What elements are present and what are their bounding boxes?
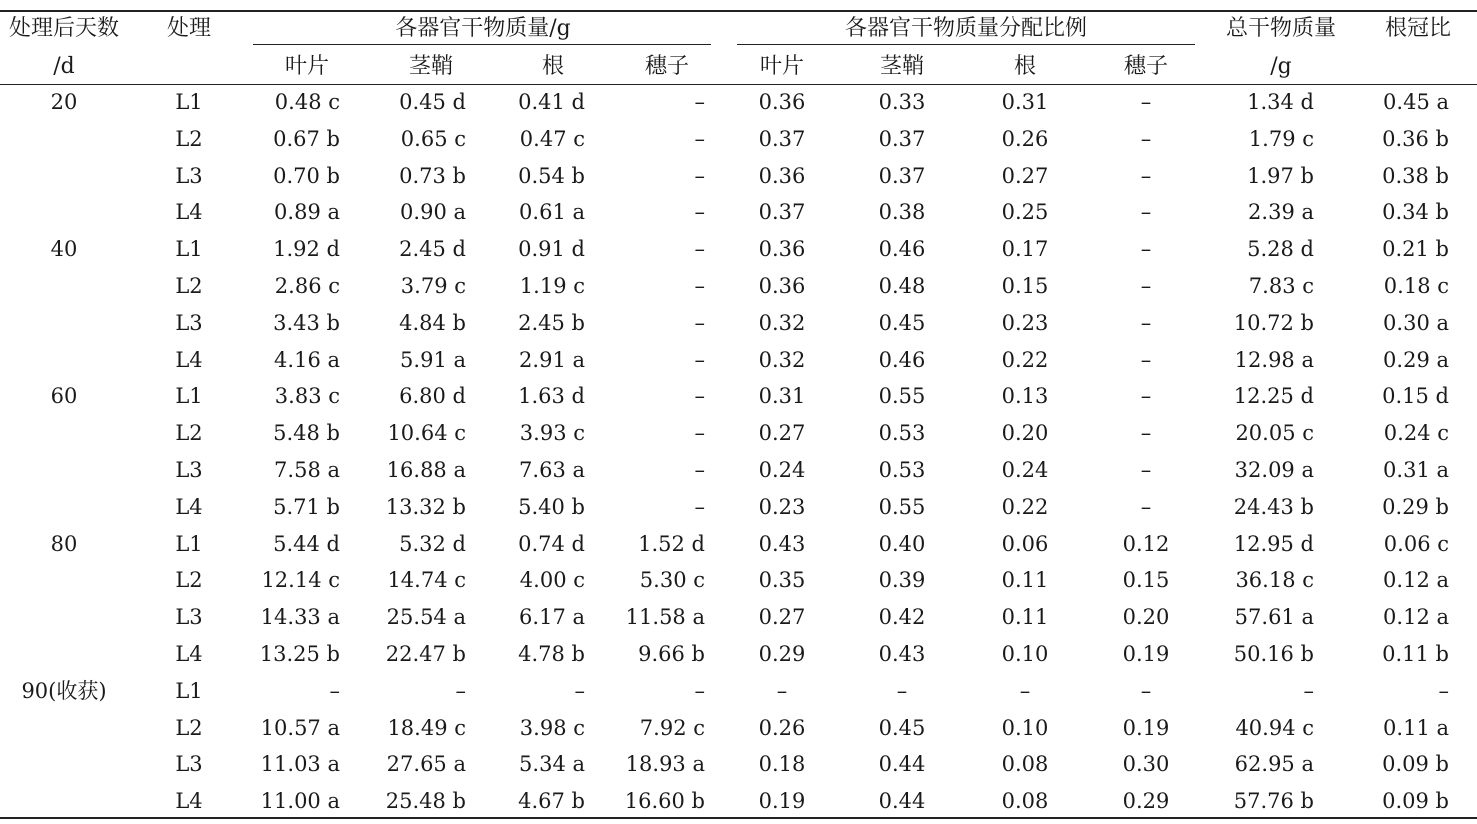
cell-treatment: L3	[175, 752, 203, 777]
cell-mass-leaf: 4.16 a	[274, 347, 340, 372]
cell-mass-stem: 2.45 d	[399, 237, 466, 262]
header-ratio-root: 根	[1013, 54, 1037, 79]
cell-root-shoot-ratio: 0.15 d	[1382, 384, 1449, 409]
cell-mass-stem: 0.90 a	[400, 200, 466, 225]
cell-total-mass: 5.28 d	[1247, 237, 1314, 262]
cell-ratio-panicle: –	[1140, 678, 1152, 703]
cell-ratio-stem: –	[896, 678, 908, 703]
cell-mass-panicle: –	[694, 90, 705, 114]
cell-mass-stem: 18.49 c	[387, 715, 466, 740]
cell-root-shoot-ratio: –	[1438, 678, 1449, 703]
cell-ratio-root: 0.22	[1001, 347, 1049, 372]
cell-mass-stem: 16.88 a	[386, 458, 466, 482]
cell-root-shoot-ratio: 0.12 a	[1383, 568, 1449, 593]
header-group-ratio: 各器官干物质量分配比例	[844, 16, 1088, 41]
cell-total-mass: 57.76 b	[1233, 789, 1314, 814]
cell-treatment: L2	[175, 274, 203, 298]
cell-total-mass: 10.72 b	[1233, 310, 1314, 335]
cell-mass-leaf: 3.43 b	[273, 310, 340, 335]
cell-ratio-stem: 0.44	[878, 789, 926, 814]
cell-mass-leaf: 5.44 d	[273, 531, 340, 556]
cell-mass-panicle: 1.52 d	[638, 531, 705, 556]
cell-ratio-leaf: 0.35	[758, 568, 806, 593]
cell-mass-panicle: –	[694, 274, 705, 298]
cell-mass-panicle: –	[694, 237, 705, 262]
cell-treatment: L4	[175, 347, 203, 372]
cell-root-shoot-ratio: 0.12 a	[1383, 605, 1449, 630]
cell-mass-panicle: –	[694, 678, 705, 703]
cell-ratio-panicle: 0.19	[1122, 642, 1170, 666]
cell-mass-root: 0.54 b	[518, 163, 585, 188]
cell-ratio-panicle: –	[1140, 384, 1152, 409]
cell-ratio-root: 0.13	[1001, 384, 1049, 409]
header-bottom-rule	[0, 84, 1477, 85]
cell-total-mass: 36.18 c	[1235, 568, 1314, 593]
cell-ratio-stem: 0.42	[878, 605, 926, 630]
cell-ratio-leaf: 0.26	[758, 715, 806, 740]
cell-ratio-root: 0.10	[1001, 715, 1049, 740]
cell-ratio-panicle: 0.19	[1122, 715, 1170, 740]
cell-root-shoot-ratio: 0.30 a	[1383, 310, 1449, 335]
cell-ratio-stem: 0.38	[878, 200, 926, 225]
header-total-unit: /g	[1270, 54, 1292, 79]
cell-ratio-panicle: –	[1140, 163, 1152, 188]
cell-ratio-stem: 0.43	[878, 642, 926, 666]
header-mass-leaf: 叶片	[284, 54, 330, 79]
cell-ratio-leaf: 0.36	[758, 237, 806, 262]
cell-root-shoot-ratio: 0.29 a	[1383, 347, 1449, 372]
cell-ratio-panicle: 0.20	[1122, 605, 1170, 630]
cell-mass-panicle: –	[694, 200, 705, 225]
table-top-rule	[0, 10, 1477, 12]
cell-ratio-root: 0.31	[1001, 90, 1049, 114]
cell-treatment: L1	[175, 237, 203, 262]
cell-total-mass: 12.95 d	[1233, 531, 1314, 556]
cell-ratio-root: 0.24	[1001, 458, 1049, 482]
header-mass-panicle: 穗子	[644, 54, 690, 79]
cell-mass-root: 7.63 a	[519, 458, 585, 482]
cell-days: 40	[50, 237, 78, 262]
cell-mass-leaf: 0.70 b	[273, 163, 340, 188]
cell-ratio-panicle: –	[1140, 237, 1152, 262]
cell-mass-root: –	[574, 678, 585, 703]
cell-ratio-root: 0.08	[1001, 752, 1049, 777]
cell-total-mass: 20.05 c	[1235, 421, 1314, 446]
cell-mass-stem: 0.65 c	[400, 126, 466, 151]
cell-ratio-root: 0.20	[1001, 421, 1049, 446]
cell-total-mass: 12.98 a	[1234, 347, 1314, 372]
cell-ratio-root: 0.17	[1001, 237, 1049, 262]
cell-total-mass: –	[1303, 678, 1314, 703]
cell-mass-leaf: 5.71 b	[273, 494, 340, 519]
cell-ratio-panicle: –	[1140, 200, 1152, 225]
cell-mass-stem: 25.48 b	[385, 789, 466, 814]
cell-root-shoot-ratio: 0.09 b	[1382, 789, 1449, 814]
cell-treatment: L1	[175, 90, 203, 114]
cell-total-mass: 12.25 d	[1233, 384, 1314, 409]
cell-root-shoot-ratio: 0.45 a	[1383, 90, 1449, 114]
header-days: 处理后天数	[8, 16, 120, 41]
cell-total-mass: 2.39 a	[1248, 200, 1314, 225]
cell-mass-root: 2.91 a	[519, 347, 585, 372]
cell-total-mass: 32.09 a	[1234, 458, 1314, 482]
cell-ratio-panicle: –	[1140, 274, 1152, 298]
cell-mass-root: 0.61 a	[519, 200, 585, 225]
cell-mass-panicle: –	[694, 494, 705, 519]
cell-ratio-stem: 0.55	[878, 384, 926, 409]
cell-total-mass: 40.94 c	[1235, 715, 1314, 740]
cell-ratio-root: 0.22	[1001, 494, 1049, 519]
cell-mass-panicle: –	[694, 458, 705, 482]
cell-root-shoot-ratio: 0.18 c	[1383, 274, 1449, 298]
cell-root-shoot-ratio: 0.29 b	[1382, 494, 1449, 519]
cell-mass-leaf: –	[329, 678, 340, 703]
cell-mass-panicle: 9.66 b	[638, 642, 705, 666]
cell-treatment: L2	[175, 126, 203, 151]
cell-ratio-stem: 0.45	[878, 715, 926, 740]
cell-root-shoot-ratio: 0.06 c	[1383, 531, 1449, 556]
cell-treatment: L4	[175, 200, 203, 225]
cell-treatment: L1	[175, 384, 203, 409]
cell-mass-stem: 5.32 d	[399, 531, 466, 556]
cell-ratio-panicle: –	[1140, 347, 1152, 372]
cell-ratio-root: 0.23	[1001, 310, 1049, 335]
cell-ratio-panicle: –	[1140, 421, 1152, 446]
cell-mass-leaf: 0.67 b	[273, 126, 340, 151]
cell-ratio-root: 0.25	[1001, 200, 1049, 225]
cell-ratio-leaf: 0.19	[758, 789, 806, 814]
cell-ratio-panicle: 0.29	[1122, 789, 1170, 814]
cell-total-mass: 7.83 c	[1248, 274, 1314, 298]
cell-mass-leaf: 11.00 a	[260, 789, 340, 814]
cell-ratio-stem: 0.46	[878, 237, 926, 262]
cell-ratio-leaf: 0.32	[758, 310, 806, 335]
cell-mass-leaf: 13.25 b	[259, 642, 340, 666]
cell-mass-leaf: 0.48 c	[274, 90, 340, 114]
cell-mass-stem: 27.65 a	[386, 752, 466, 777]
cell-treatment: L3	[175, 163, 203, 188]
cell-ratio-stem: 0.48	[878, 274, 926, 298]
cell-ratio-leaf: 0.18	[758, 752, 806, 777]
cell-mass-root: 4.00 c	[519, 568, 585, 593]
cell-mass-leaf: 7.58 a	[274, 458, 340, 482]
cell-mass-leaf: 5.48 b	[273, 421, 340, 446]
cell-ratio-panicle: –	[1140, 494, 1152, 519]
cell-ratio-panicle: –	[1140, 90, 1152, 114]
table-bottom-rule	[0, 817, 1477, 819]
cell-mass-leaf: 3.83 c	[274, 384, 340, 409]
cell-ratio-leaf: 0.37	[758, 126, 806, 151]
cell-mass-root: 3.93 c	[519, 421, 585, 446]
cell-ratio-leaf: –	[776, 678, 788, 703]
cell-ratio-leaf: 0.36	[758, 90, 806, 114]
cell-ratio-leaf: 0.43	[758, 531, 806, 556]
cell-mass-stem: 0.73 b	[399, 163, 466, 188]
cell-mass-panicle: –	[694, 347, 705, 372]
cell-total-mass: 1.97 b	[1247, 163, 1314, 188]
cell-ratio-stem: 0.53	[878, 458, 926, 482]
cell-mass-panicle: –	[694, 421, 705, 446]
cell-mass-root: 1.63 d	[518, 384, 585, 409]
cell-ratio-leaf: 0.36	[758, 163, 806, 188]
cell-total-mass: 24.43 b	[1233, 494, 1314, 519]
cell-treatment: L2	[175, 715, 203, 740]
header-total: 总干物质量	[1225, 16, 1337, 41]
cell-ratio-leaf: 0.37	[758, 200, 806, 225]
cell-treatment: L1	[175, 531, 203, 556]
cell-ratio-root: –	[1019, 678, 1031, 703]
cell-mass-stem: 22.47 b	[385, 642, 466, 666]
cell-ratio-panicle: –	[1140, 310, 1152, 335]
cell-root-shoot-ratio: 0.38 b	[1382, 163, 1449, 188]
cell-ratio-stem: 0.46	[878, 347, 926, 372]
cell-ratio-stem: 0.45	[878, 310, 926, 335]
cell-mass-root: 0.74 d	[518, 531, 585, 556]
cell-ratio-root: 0.15	[1001, 274, 1049, 298]
cell-ratio-root: 0.27	[1001, 163, 1049, 188]
header-treatment: 处理	[166, 16, 212, 41]
cell-mass-leaf: 0.89 a	[274, 200, 340, 225]
cell-root-shoot-ratio: 0.31 a	[1383, 458, 1449, 482]
cell-mass-stem: 14.74 c	[387, 568, 466, 593]
cell-ratio-leaf: 0.31	[758, 384, 806, 409]
cell-mass-stem: 3.79 c	[400, 274, 466, 298]
cell-ratio-leaf: 0.24	[758, 458, 806, 482]
cell-treatment: L3	[175, 310, 203, 335]
cell-mass-root: 1.19 c	[519, 274, 585, 298]
cell-mass-panicle: –	[694, 310, 705, 335]
cell-total-mass: 62.95 a	[1234, 752, 1314, 777]
ratio-group-rule	[737, 44, 1195, 45]
cell-treatment: L4	[175, 789, 203, 814]
cell-ratio-root: 0.06	[1001, 531, 1049, 556]
cell-mass-root: 3.98 c	[519, 715, 585, 740]
cell-days: 60	[50, 384, 78, 409]
cell-mass-stem: 4.84 b	[399, 310, 466, 335]
cell-mass-panicle: 16.60 b	[624, 789, 705, 814]
cell-days: 80	[50, 531, 78, 556]
cell-ratio-panicle: 0.15	[1122, 568, 1170, 593]
cell-treatment: L4	[175, 642, 203, 666]
cell-ratio-panicle: 0.12	[1122, 531, 1170, 556]
header-mass-stem: 茎鞘	[408, 54, 454, 79]
cell-ratio-stem: 0.53	[878, 421, 926, 446]
cell-ratio-leaf: 0.27	[758, 421, 806, 446]
cell-ratio-root: 0.11	[1001, 605, 1049, 630]
cell-ratio-panicle: –	[1140, 458, 1152, 482]
cell-root-shoot-ratio: 0.24 c	[1383, 421, 1449, 446]
header-days-unit: /d	[53, 54, 75, 79]
cell-mass-panicle: 5.30 c	[639, 568, 705, 593]
cell-ratio-root: 0.08	[1001, 789, 1049, 814]
cell-mass-panicle: 7.92 c	[639, 715, 705, 740]
cell-ratio-stem: 0.44	[878, 752, 926, 777]
cell-mass-root: 6.17 a	[519, 605, 585, 630]
cell-root-shoot-ratio: 0.21 b	[1382, 237, 1449, 262]
header-ratio-panicle: 穗子	[1123, 54, 1169, 79]
cell-treatment: L2	[175, 421, 203, 446]
cell-mass-root: 0.91 d	[518, 237, 585, 262]
cell-ratio-stem: 0.37	[878, 163, 926, 188]
cell-treatment: L3	[175, 458, 203, 482]
cell-ratio-leaf: 0.23	[758, 494, 806, 519]
cell-total-mass: 1.79 c	[1248, 126, 1314, 151]
cell-root-shoot-ratio: 0.11 a	[1383, 715, 1449, 740]
cell-mass-root: 4.67 b	[518, 789, 585, 814]
cell-ratio-root: 0.26	[1001, 126, 1049, 151]
cell-ratio-root: 0.10	[1001, 642, 1049, 666]
cell-mass-root: 2.45 b	[518, 310, 585, 335]
cell-mass-leaf: 10.57 a	[260, 715, 340, 740]
cell-ratio-stem: 0.55	[878, 494, 926, 519]
cell-days: 90(收获)	[21, 678, 107, 703]
cell-mass-stem: 13.32 b	[385, 494, 466, 519]
cell-ratio-stem: 0.40	[878, 531, 926, 556]
cell-mass-root: 5.40 b	[518, 494, 585, 519]
cell-mass-panicle: –	[694, 163, 705, 188]
cell-mass-panicle: 18.93 a	[625, 752, 705, 777]
mass-group-rule	[253, 44, 711, 45]
cell-mass-panicle: –	[694, 126, 705, 151]
cell-mass-leaf: 14.33 a	[260, 605, 340, 630]
cell-mass-leaf: 2.86 c	[274, 274, 340, 298]
header-root-shoot-ratio: 根冠比	[1384, 16, 1452, 41]
cell-ratio-stem: 0.39	[878, 568, 926, 593]
cell-ratio-panicle: 0.30	[1122, 752, 1170, 777]
cell-mass-stem: 0.45 d	[399, 90, 466, 114]
cell-root-shoot-ratio: 0.11 b	[1382, 642, 1449, 666]
cell-treatment: L2	[175, 568, 203, 593]
cell-total-mass: 57.61 a	[1234, 605, 1314, 630]
cell-mass-stem: 10.64 c	[387, 421, 466, 446]
cell-days: 20	[50, 90, 78, 114]
cell-treatment: L1	[175, 678, 203, 703]
cell-mass-stem: 5.91 a	[400, 347, 466, 372]
cell-mass-leaf: 11.03 a	[260, 752, 340, 777]
cell-mass-panicle: 11.58 a	[625, 605, 705, 630]
cell-mass-root: 5.34 a	[519, 752, 585, 777]
cell-total-mass: 1.34 d	[1247, 90, 1314, 114]
cell-ratio-leaf: 0.29	[758, 642, 806, 666]
cell-ratio-leaf: 0.36	[758, 274, 806, 298]
cell-ratio-stem: 0.33	[878, 90, 926, 114]
cell-ratio-leaf: 0.32	[758, 347, 806, 372]
cell-root-shoot-ratio: 0.34 b	[1382, 200, 1449, 225]
header-mass-root: 根	[541, 54, 565, 79]
cell-treatment: L3	[175, 605, 203, 630]
cell-mass-stem: 25.54 a	[386, 605, 466, 630]
cell-mass-root: 0.41 d	[518, 90, 585, 114]
cell-total-mass: 50.16 b	[1233, 642, 1314, 666]
cell-ratio-stem: 0.37	[878, 126, 926, 151]
cell-root-shoot-ratio: 0.09 b	[1382, 752, 1449, 777]
header-ratio-stem: 茎鞘	[879, 54, 925, 79]
cell-ratio-root: 0.11	[1001, 568, 1049, 593]
cell-mass-stem: –	[455, 678, 466, 703]
cell-mass-leaf: 12.14 c	[261, 568, 340, 593]
cell-mass-root: 4.78 b	[518, 642, 585, 666]
cell-mass-root: 0.47 c	[519, 126, 585, 151]
cell-mass-leaf: 1.92 d	[273, 237, 340, 262]
cell-ratio-leaf: 0.27	[758, 605, 806, 630]
cell-ratio-panicle: –	[1140, 126, 1152, 151]
cell-mass-stem: 6.80 d	[399, 384, 466, 409]
cell-root-shoot-ratio: 0.36 b	[1382, 126, 1449, 151]
header-ratio-leaf: 叶片	[759, 54, 805, 79]
cell-treatment: L4	[175, 494, 203, 519]
header-group-mass: 各器官干物质量/g	[395, 16, 571, 41]
cell-mass-panicle: –	[694, 384, 705, 409]
